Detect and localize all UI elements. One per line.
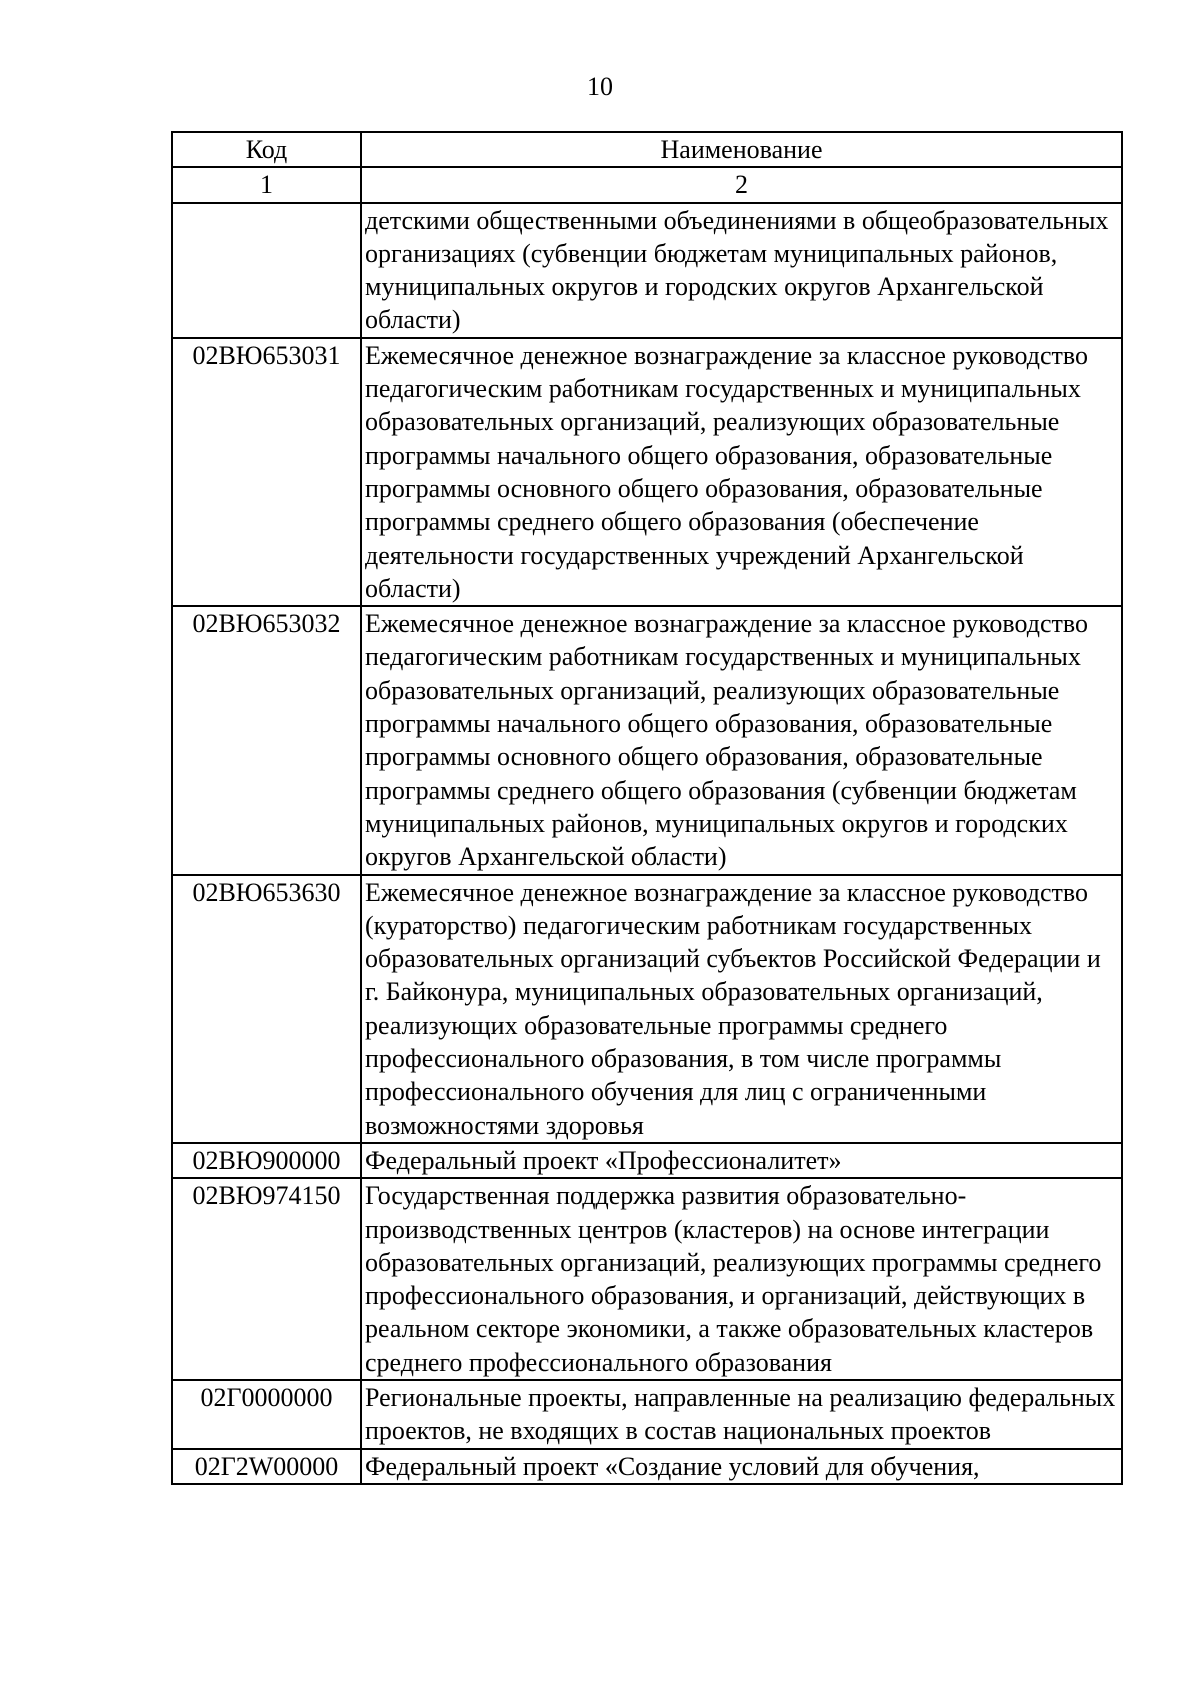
row-name: Ежемесячное денежное вознаграждение за классное руководство педагогическим работникам государственных и муниципальных образовательных организаций, реализующих образовательные программы начального общего образования, образовательные программы основного общего образования, образовательные программы среднего общего образования (субвенции бюджетам муниципальных районов, муниципальных округов и городских округов Архангельской области)	[361, 606, 1122, 874]
budget-codes-table	[171, 131, 1123, 1485]
page-number: 10	[587, 72, 613, 101]
row-name: Федеральный проект «Создание условий для обучения,	[361, 1449, 1122, 1484]
column-number-row	[172, 167, 1122, 202]
column-number-2: 2	[361, 167, 1122, 202]
row-name: Ежемесячное денежное вознаграждение за классное руководство педагогическим работникам государственных и муниципальных образовательных организаций, реализующих образовательные программы начального общего образования, образовательные программы основного общего образования, образовательные программы среднего общего образования (обеспечение деятельности государственных учреждений Архангельской области)	[361, 338, 1122, 606]
row-code	[172, 203, 361, 338]
table-row	[172, 1178, 1122, 1380]
row-name: Ежемесячное денежное вознаграждение за классное руководство (кураторство) педагогическим работникам государственных образовательных организаций субъектов Российской Федерации и г. Байконура, муниципальных образовательных организаций, реализующих образовательные программы среднего профессионального образования, в том числе программы профессионального обучения для лиц с ограниченными возможностями здоровья	[361, 875, 1122, 1143]
table-row	[172, 338, 1122, 606]
header-name: Наименование	[361, 132, 1122, 167]
header-code: Код	[172, 132, 361, 167]
row-code: 02ВЮ653630	[172, 875, 361, 1143]
row-code: 02ВЮ653032	[172, 606, 361, 874]
table-row	[172, 203, 1122, 338]
row-code: 02ВЮ900000	[172, 1143, 361, 1178]
row-name: детскими общественными объединениями в общеобразовательных организациях (субвенции бюджетам муниципальных районов, муниципальных округов и городских округов Архангельской области)	[361, 203, 1122, 338]
table-row	[172, 1449, 1122, 1484]
row-name: Государственная поддержка развития образовательно-производственных центров (кластеров) на основе интеграции образовательных организаций, реализующих программы среднего профессионального образования, и организаций, действующих в реальном секторе экономики, а также образовательных кластеров среднего профессионального образования	[361, 1178, 1122, 1380]
row-code: 02ВЮ974150	[172, 1178, 361, 1380]
row-name: Федеральный проект «Профессионалитет»	[361, 1143, 1122, 1178]
table-row	[172, 1380, 1122, 1449]
row-name: Региональные проекты, направленные на реализацию федеральных проектов, не входящих в состав национальных проектов	[361, 1380, 1122, 1449]
row-code: 02ВЮ653031	[172, 338, 361, 606]
column-number-1: 1	[172, 167, 361, 202]
row-code: 02Г0000000	[172, 1380, 361, 1449]
table-row	[172, 606, 1122, 874]
header-row	[172, 132, 1122, 167]
table-row	[172, 1143, 1122, 1178]
row-code: 02Г2W00000	[172, 1449, 361, 1484]
table-row	[172, 875, 1122, 1143]
